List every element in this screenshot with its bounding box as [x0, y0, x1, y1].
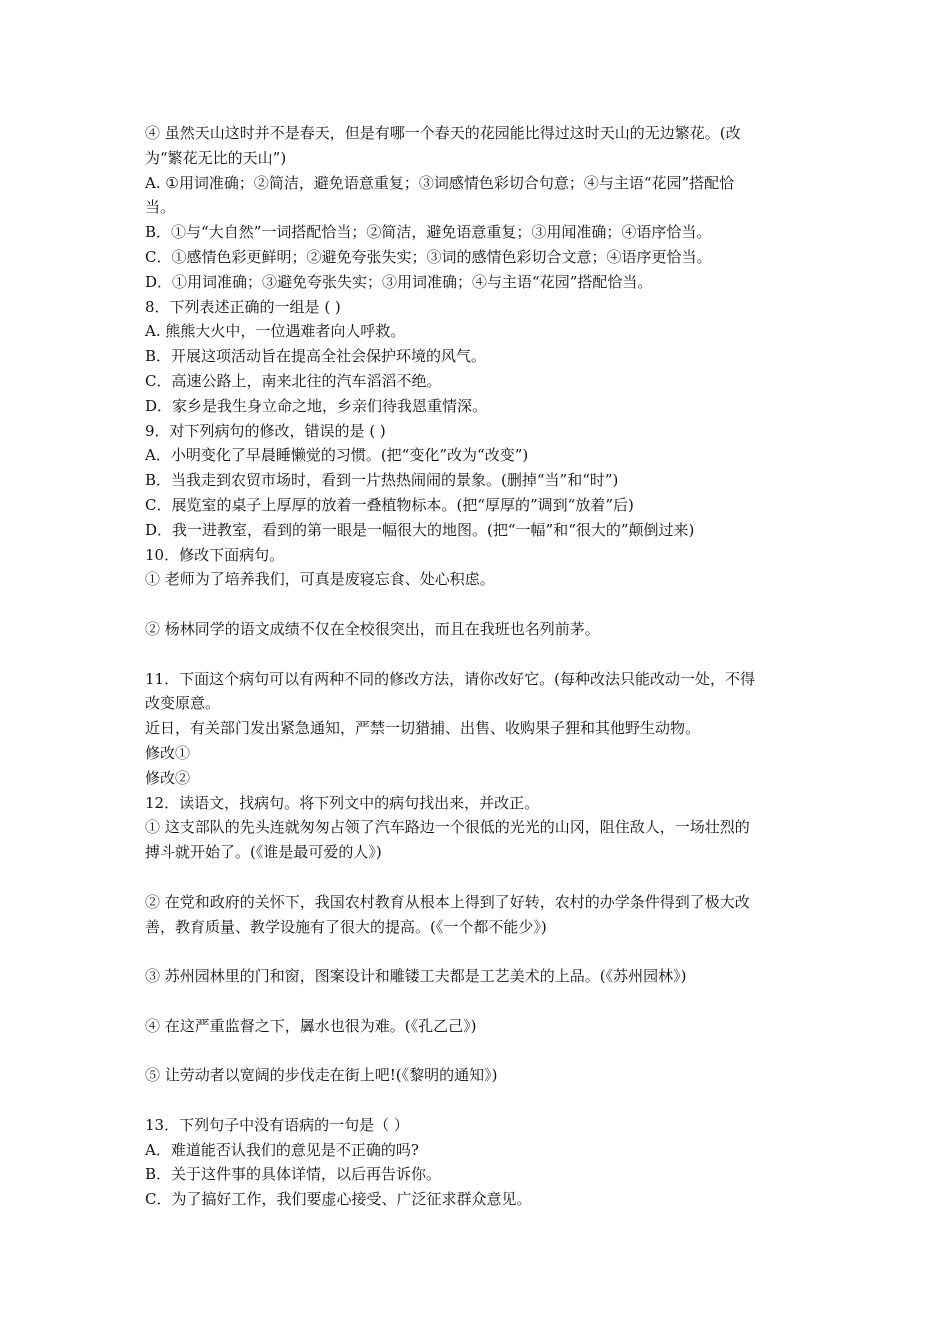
text-line: A．小明变化了早晨睡懒觉的习惯。(把“变化”改为“改变”) [145, 446, 529, 465]
text-line: D．我一进教室，看到的第一眼是一幅很大的地图。(把“一幅”和“很大的”颠倒过来) [145, 520, 695, 539]
text-line: B．①与“大自然”一词搭配恰当；②简洁，避免语意重复；③用闻准确；④语序恰当。 [145, 223, 712, 242]
answer-space [145, 642, 815, 667]
question-11-stem: 11．下面这个病句可以有两种不同的修改方法，请你改好它。(每种改法只能改动一处，不得 [145, 669, 755, 688]
text-line: ④ 虽然天山这时并不是春天，但是有哪一个春天的花园能比得过这时天山的无边繁花。(改 [145, 124, 741, 142]
text-line: A. ①用词准确；②简洁，避免语意重复；③词感情色彩切合句意；④与主语“花园”搭配恰 [145, 173, 735, 192]
text-line: B．开展这项活动旨在提高全社会保护环境的风气。 [145, 347, 487, 366]
text-line: 修改① [145, 743, 191, 762]
text-line: B．关于这件事的具体详情，以后再告诉你。 [145, 1165, 442, 1184]
text-line: 修改② [145, 768, 191, 787]
answer-space [145, 592, 815, 617]
answer-space [145, 939, 815, 964]
document-page [145, 121, 815, 1212]
text-line: C．高速公路上，南来北往的汽车滔滔不绝。 [145, 371, 442, 390]
text-line: 善，教育质量、教学设施有了很大的提高。(《一个都不能少》) [145, 917, 547, 936]
text-line: 为“繁花无比的天山”) [145, 148, 287, 167]
text-line: C．为了搞好工作，我们要虚心接受、广泛征求群众意见。 [145, 1190, 532, 1209]
question-12-stem: 12．读语文，找病句。将下列文中的病句找出来，并改正。 [145, 793, 540, 812]
question-9-stem: 9．对下列病句的修改，错误的是 ( ) [145, 421, 386, 440]
text-line: ⑤ 让劳动者以宽阔的步伐走在街上吧!(《黎明的通知》) [145, 1066, 498, 1085]
question-13-stem: 13．下列句子中没有语病的一句是（ ） [145, 1115, 409, 1134]
text-line: 改变原意。 [145, 694, 221, 713]
text-line: B．当我走到农贸市场时，看到一片热热闹闹的景象。(删掉“当”和“时”) [145, 471, 619, 490]
answer-space [145, 865, 815, 890]
text-line: ③ 苏州园林里的门和窗，图案设计和雕镂工夫都是工艺美术的上品。(《苏州园林》) [145, 967, 687, 986]
answer-space [145, 1038, 815, 1063]
text-line: ④ 在这严重监督之下，羼水也很为难。(《孔乙己》) [145, 1016, 477, 1035]
text-line: 搏斗就开始了。(《谁是最可爱的人》) [145, 843, 382, 862]
question-10-stem: 10．修改下面病句。 [145, 545, 285, 564]
answer-space [145, 989, 815, 1014]
text-line: ② 杨林同学的语文成绩不仅在全校很突出，而且在我班也名列前茅。 [145, 619, 600, 638]
text-line: C．①感情色彩更鲜明；②避免夸张失实；③词的感情色彩切合文意；④语序更恰当。 [145, 247, 712, 266]
text-line: ② 在党和政府的关怀下，我国农村教育从根本上得到了好转，农村的办学条件得到了极大改 [145, 892, 750, 911]
text-line: C．展览室的桌子上厚厚的放着一叠植物标本。(把“厚厚的”调到“放着”后) [145, 495, 634, 514]
text-line: 近日，有关部门发出紧急通知，严禁一切猎捕、出售、收购果子狸和其他野生动物。 [145, 719, 701, 738]
answer-space [145, 1088, 815, 1113]
text-line: D．①用词准确；③避免夸张失实；③用词准确；④与主语“花园”搭配恰当。 [145, 272, 653, 291]
question-8-stem: 8．下列表述正确的一组是 ( ) [145, 297, 341, 316]
text-line: ① 老师为了培养我们，可真是废寝忘食、处心积虑。 [145, 570, 495, 589]
text-line: ① 这支部队的先头连就匆匆占领了汽车路边一个很低的光光的山冈，阻住敌人，一场壮烈的 [145, 818, 750, 837]
text-line: A. 熊熊大火中，一位遇难者向人呼救。 [145, 322, 406, 341]
text-line: D．家乡是我生身立命之地，乡亲们待我恩重情深。 [145, 396, 488, 415]
text-line: 当。 [145, 198, 176, 217]
text-line: A．难道能否认我们的意见是不正确的吗? [145, 1140, 419, 1159]
